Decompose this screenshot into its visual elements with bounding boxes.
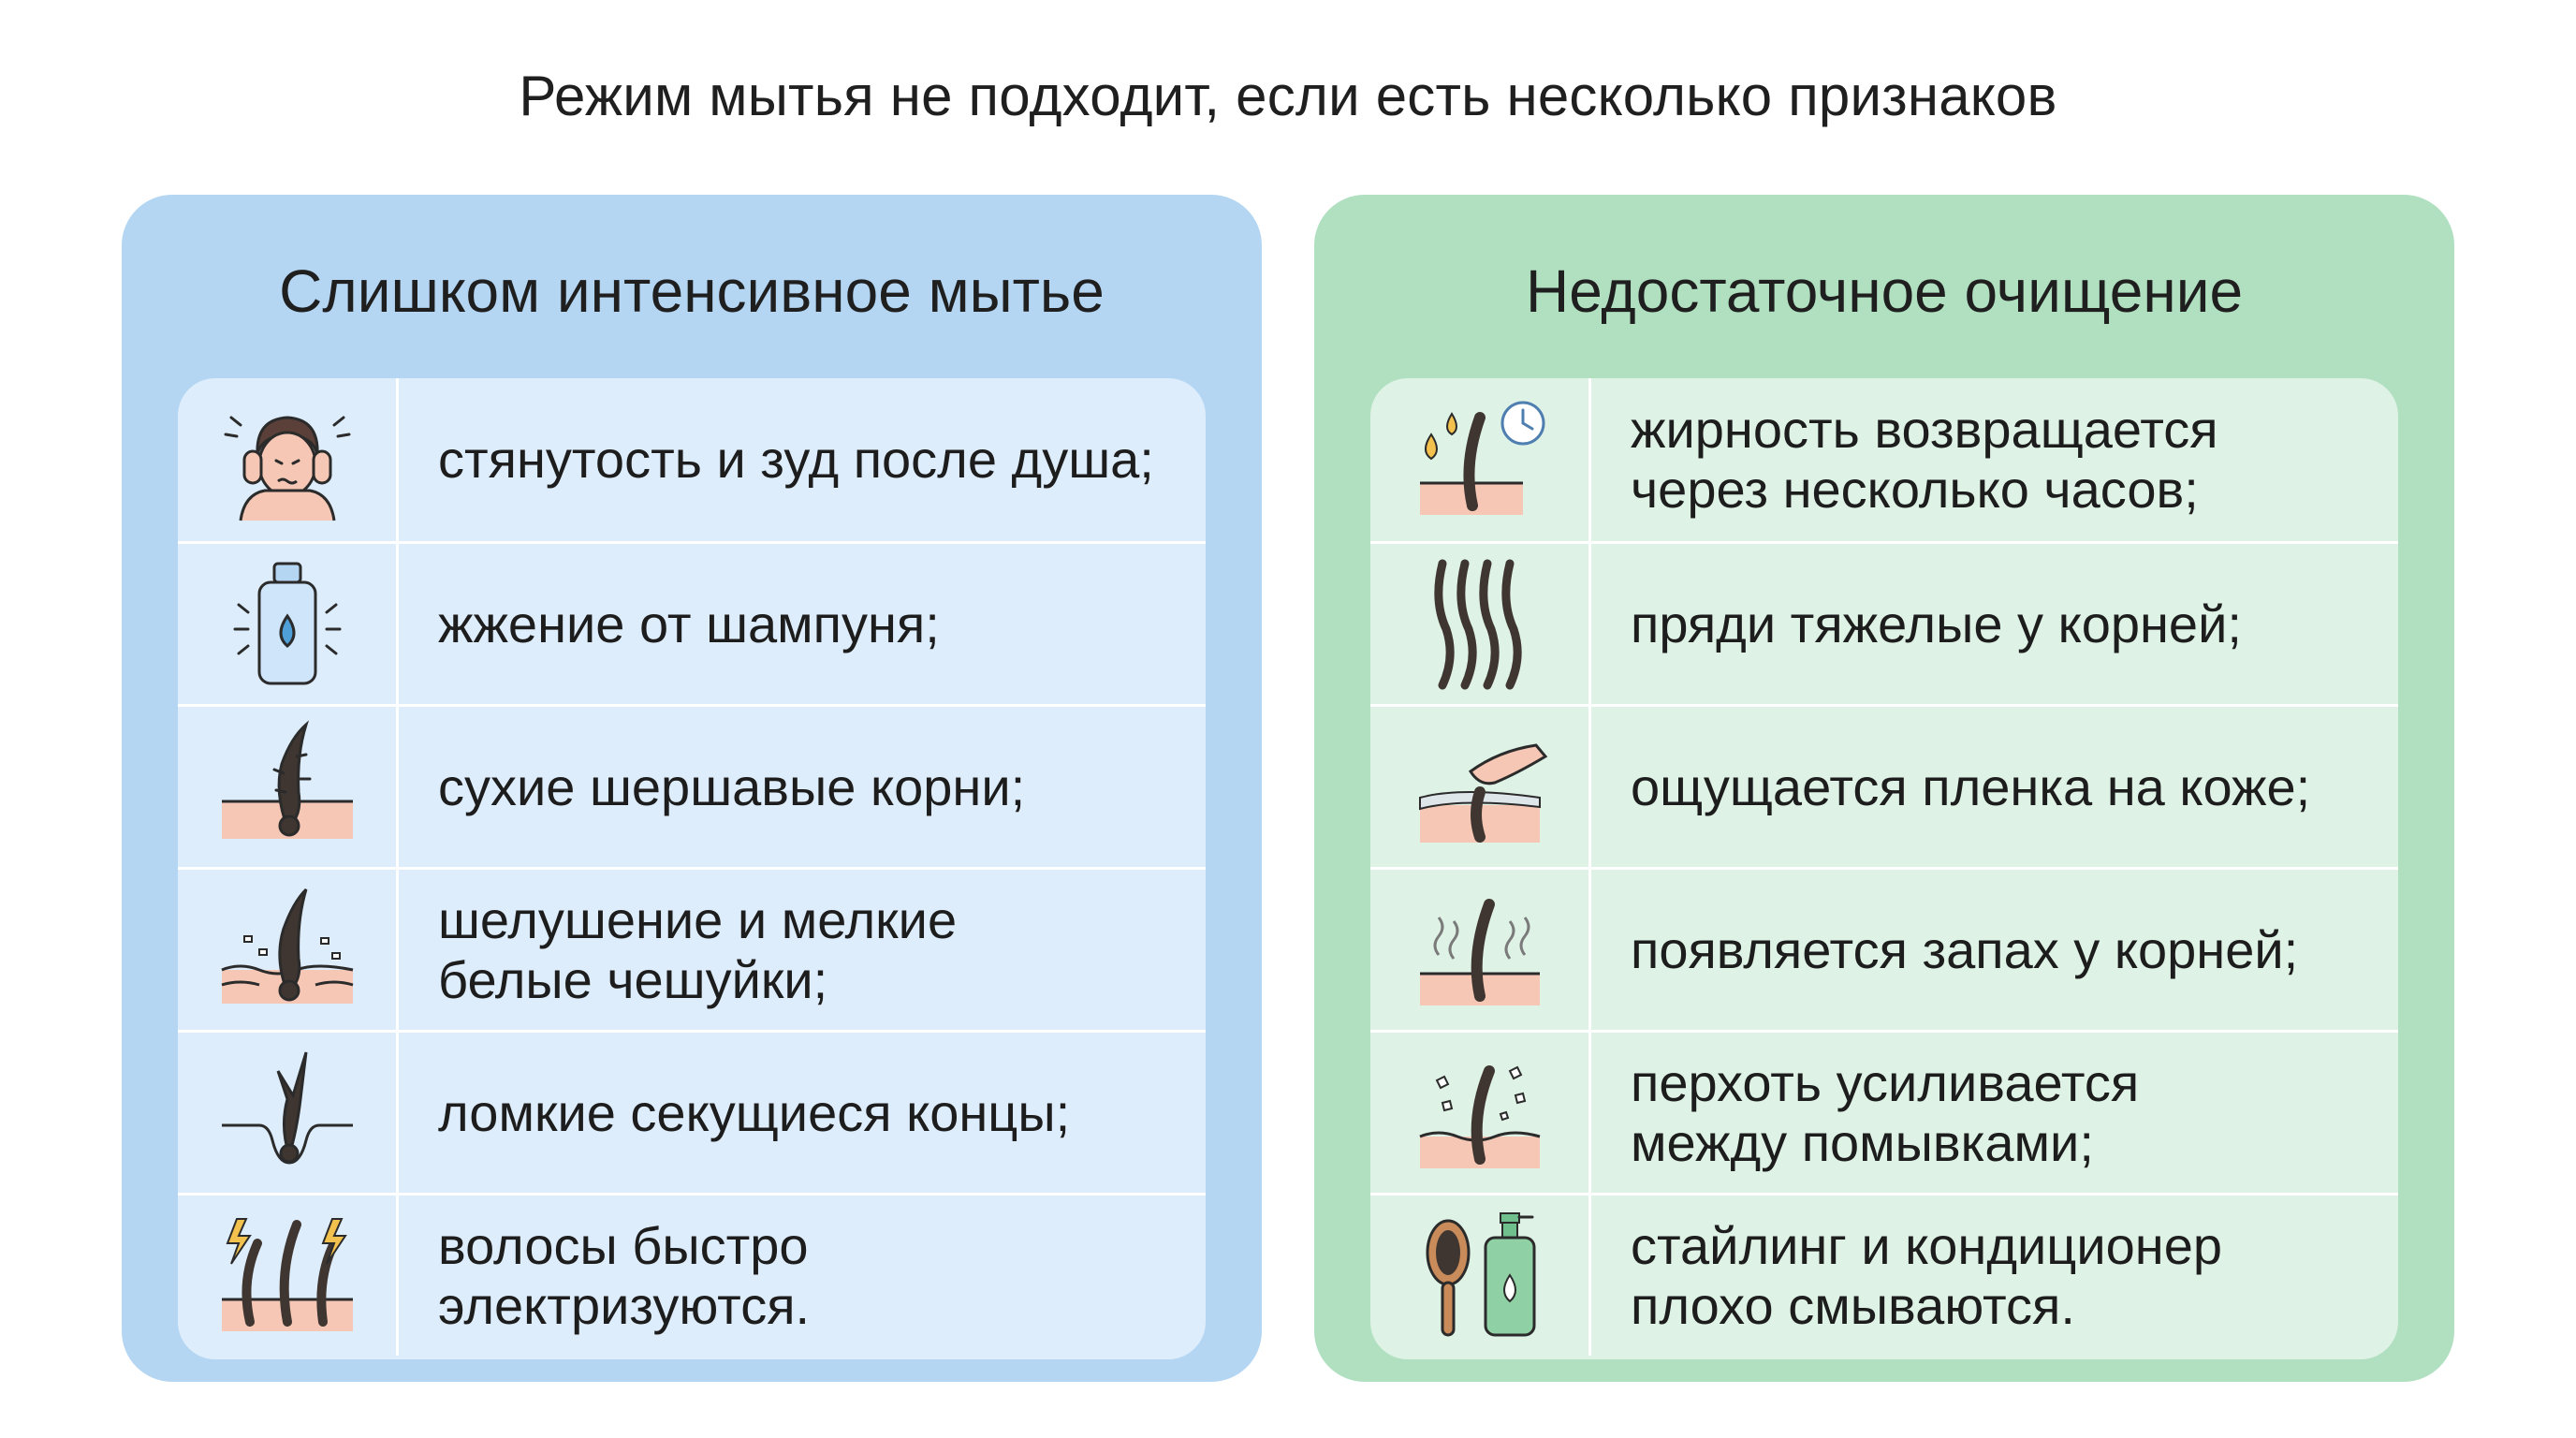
brush-conditioner-icon <box>1370 1196 1591 1356</box>
itchy-head-icon <box>178 378 399 541</box>
scalp-film-icon <box>1370 707 1591 867</box>
symptom-text: стайлинг и кондиционер <box>1631 1215 2223 1275</box>
list-item <box>1370 704 2398 867</box>
shampoo-bottle-icon <box>178 544 399 704</box>
symptom-text-line2: электризуются. <box>438 1275 811 1335</box>
static-hair-icon <box>178 1196 399 1356</box>
root-odor-icon <box>1370 870 1591 1030</box>
symptom-text: пряди тяжелые у корней; <box>1631 594 2242 653</box>
symptom-text: сухие шершавые корни; <box>438 756 1026 816</box>
list-item <box>178 867 1206 1030</box>
list-item <box>1370 1193 2398 1356</box>
panel-over-washing <box>122 195 1262 1382</box>
symptom-list-under-cleansing <box>1370 378 2398 1359</box>
symptom-text-line2: между помывками; <box>1631 1112 2094 1172</box>
panel-title-over-washing: Слишком интенсивное мытье <box>279 257 1105 325</box>
list-item <box>1370 541 2398 704</box>
symptom-text: ощущается пленка на коже; <box>1631 756 2311 816</box>
list-item <box>1370 1030 2398 1193</box>
symptom-text: ломкие секущиеся концы; <box>438 1082 1071 1142</box>
symptom-text: перхоть усиливается <box>1631 1052 2140 1112</box>
list-item <box>178 1193 1206 1356</box>
symptom-text: жирность возвращается <box>1631 400 2218 459</box>
symptom-text-line2: белые чешуйки; <box>438 949 828 1009</box>
split-ends-icon <box>178 1033 399 1193</box>
symptom-text: волосы быстро <box>438 1215 809 1275</box>
panel-title-under-cleansing: Недостаточное очищение <box>1525 257 2244 325</box>
list-item <box>178 541 1206 704</box>
symptom-text: появляется запах у корней; <box>1631 919 2299 979</box>
oil-clock-icon <box>1370 378 1591 541</box>
symptom-text: шелушение и мелкие <box>438 889 958 949</box>
symptom-text-line2: плохо смываются. <box>1631 1275 2075 1335</box>
symptom-text: стянутость и зуд после душа; <box>438 430 1154 489</box>
list-item <box>178 1030 1206 1193</box>
list-item <box>178 704 1206 867</box>
list-item <box>1370 867 2398 1030</box>
dandruff-icon <box>1370 1033 1591 1193</box>
list-item <box>178 378 1206 541</box>
dry-rough-root-icon <box>178 707 399 867</box>
list-item <box>1370 378 2398 541</box>
flaking-scalp-icon <box>178 870 399 1030</box>
symptom-list-over-washing <box>178 378 1206 1359</box>
page-title: Режим мытья не подходит, если есть несколько признаков <box>519 65 2057 127</box>
heavy-strands-icon <box>1370 544 1591 704</box>
symptom-text-line2: через несколько часов; <box>1631 460 2199 519</box>
panel-under-cleansing <box>1314 195 2454 1382</box>
symptom-text: жжение от шампуня; <box>438 594 940 653</box>
